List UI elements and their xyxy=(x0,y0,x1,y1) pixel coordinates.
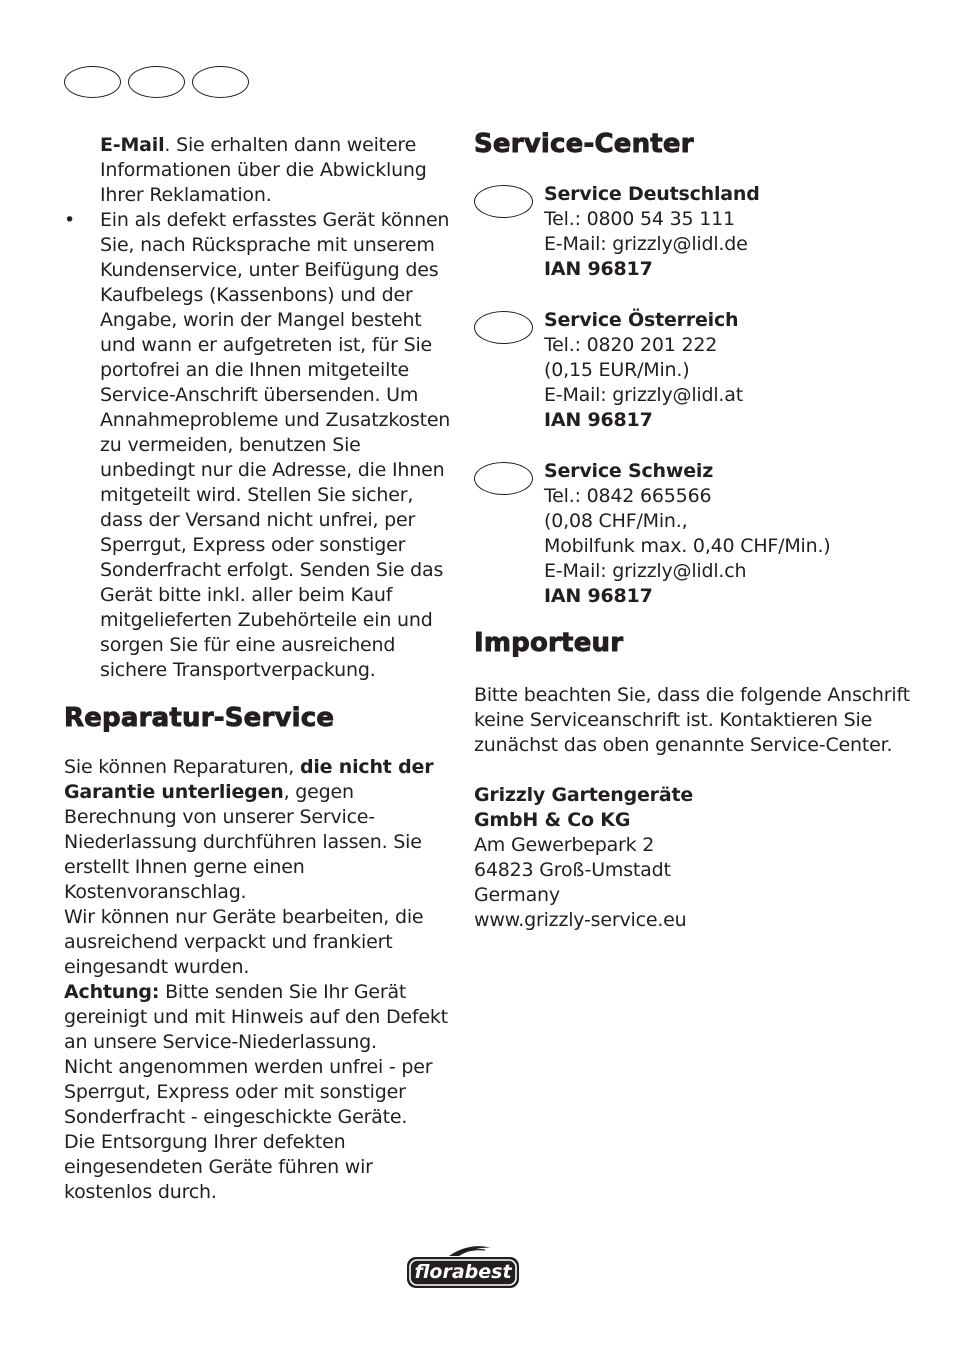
repair-paragraph-4: Nicht angenommen werden unfrei - per Sperrgut, Express oder mit sonstiger Sonderfracht - eingeschickte Geräte. xyxy=(64,1056,433,1128)
country-oval-2 xyxy=(128,66,185,98)
service-switzerland xyxy=(474,459,944,609)
service-germany xyxy=(474,182,944,282)
service-name: Service Deutschland xyxy=(544,183,760,205)
email-bold: E-Mail xyxy=(100,134,165,156)
service-phone: Tel.: 0800 54 35 111 xyxy=(544,208,735,230)
attention-text: Bitte senden Sie Ihr Gerät gereinigt und mit Hinweis auf den Defekt an unsere Service-Niederlassung. xyxy=(64,981,448,1053)
importer-block xyxy=(474,683,944,933)
right-column xyxy=(474,128,944,933)
repair-service-heading: Reparatur-Service xyxy=(64,703,335,733)
service-austria xyxy=(474,308,944,433)
service-phone: Tel.: 0820 201 222 xyxy=(544,334,718,356)
company-street: Am Gewerbepark 2 xyxy=(474,834,655,856)
company-name-line-1: Grizzly Gartengeräte xyxy=(474,784,694,806)
service-center-heading: Service-Center xyxy=(474,129,694,159)
service-rate: (0,08 CHF/Min., xyxy=(544,510,688,532)
repair-p1-bold: die nicht der Garantie unterliegen xyxy=(64,756,434,803)
continued-bullet-text xyxy=(100,133,454,208)
country-oval-at xyxy=(474,311,533,344)
florabest-logo xyxy=(405,1244,521,1290)
country-oval-ch xyxy=(474,462,533,495)
bullet-item xyxy=(64,208,454,683)
repair-p1-text-a: Sie können Reparaturen, xyxy=(64,756,300,778)
country-oval-de xyxy=(474,185,533,218)
logo-text: florabest xyxy=(414,1261,512,1283)
company-country: Germany xyxy=(474,884,560,906)
continued-text: . Sie erhalten dann weitere Informationen über die Abwicklung Ihrer Reklamation. xyxy=(100,134,427,206)
service-ian: IAN 96817 xyxy=(544,258,653,280)
repair-paragraph-2: Wir können nur Geräte bearbeiten, die ausreichend verpackt und frankiert eingesandt wurden. xyxy=(64,906,424,978)
service-name: Service Österreich xyxy=(544,309,739,331)
service-phone: Tel.: 0842 665566 xyxy=(544,485,712,507)
repair-p1-text-b: , gegen Berechnung von unserer Service-Niederlassung durchführen lassen. Sie erstellt Ihnen gerne einen Kostenvoranschlag. xyxy=(64,781,422,903)
country-oval-3 xyxy=(192,66,249,98)
company-name-line-2: GmbH & Co KG xyxy=(474,809,631,831)
country-code-ovals xyxy=(64,66,249,98)
bullet-icon: • xyxy=(64,209,76,231)
service-email: E-Mail: grizzly@lidl.de xyxy=(544,233,748,255)
bullet-text: Ein als defekt erfasstes Gerät können Sie, nach Rücksprache mit unserem Kundenservice, unter Beifügung des Kaufbelegs (Kassenbons) und der Angabe, worin der Mangel besteht und wann er aufgetreten ist, für Sie portofrei an die Ihnen mitgeteilte Service-Anschrift übersenden. Um Annahmeprobleme und Zusatzkosten zu vermeiden, benutzen Sie unbedingt nur die Adresse, die Ihnen mitgeteilt wird. Stellen Sie sicher, dass der Versand nicht unfrei, per Sperrgut, Express oder sonstiger Sonderfracht erfolgt. Senden Sie das Gerät bitte inkl. aller beim Kauf mitgelieferten Zubehörteile ein und sorgen Sie für eine ausreichend sichere Transportverpackung. xyxy=(100,209,451,681)
company-city: 64823 Groß-Umstadt xyxy=(474,859,671,881)
importer-heading: Importeur xyxy=(474,628,624,658)
importer-note: Bitte beachten Sie, dass die folgende Anschrift keine Serviceanschrift ist. Kontaktieren Sie zunächst das oben genannte Service-Center. xyxy=(474,684,910,756)
service-name: Service Schweiz xyxy=(544,460,714,482)
country-oval-1 xyxy=(64,66,121,98)
service-email: E-Mail: grizzly@lidl.at xyxy=(544,384,743,406)
attention-label: Achtung: xyxy=(64,981,160,1003)
service-ian: IAN 96817 xyxy=(544,409,653,431)
repair-paragraph-1 xyxy=(64,755,454,905)
service-rate: (0,15 EUR/Min.) xyxy=(544,359,690,381)
repair-paragraph-5: Die Entsorgung Ihrer defekten eingesendeten Geräte führen wir kostenlos durch. xyxy=(64,1131,373,1203)
service-email: E-Mail: grizzly@lidl.ch xyxy=(544,560,747,582)
company-website: www.grizzly-service.eu xyxy=(474,909,687,931)
service-ian: IAN 96817 xyxy=(544,585,653,607)
service-mobile-rate: Mobilfunk max. 0,40 CHF/Min.) xyxy=(544,535,831,557)
left-column xyxy=(64,133,454,1205)
repair-paragraph-3 xyxy=(64,980,454,1055)
